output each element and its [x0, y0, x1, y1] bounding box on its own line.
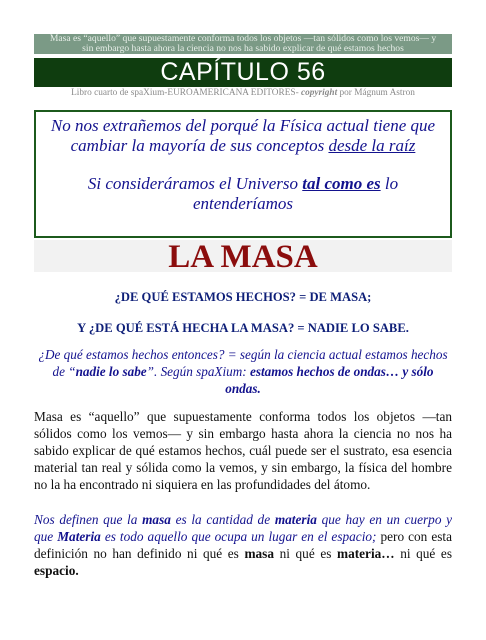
body2-s9: masa	[244, 546, 275, 561]
section-title: LA MASA	[34, 240, 452, 272]
body2-s10: ni qué es	[279, 546, 332, 561]
blue-paragraph	[34, 346, 452, 397]
quote-link-tal-como-es[interactable]: tal como es	[302, 174, 381, 193]
body-paragraph-1: Masa es “aquello” que supuestamente conforma todos los objetos —tan sólidos como los vemos— y sin embargo hasta ahora la ciencia no nos ha sabido explicar de qué estamos hechos, cuál puede ser el sustrato, esa esencia material tan real y sólida como la vemos, y sin embargo, la física del hombre no la ha encontrado ni siquiera en las profundidades del átomo.	[34, 409, 452, 492]
credit-copyright: copyright	[301, 88, 338, 98]
body2-s13: espacio.	[34, 563, 79, 578]
credit-prefix: Libro cuarto de spaXium-EUROAMERICANA EDITORES-	[71, 88, 299, 98]
chapter-title: CAPÍTULO 56	[34, 58, 452, 87]
quote-line-1b: que cambiar la mayoría de sus conceptos	[70, 116, 436, 155]
quote-line-2c: entenderíamos	[192, 194, 294, 213]
quote-paragraph-1	[42, 116, 444, 156]
quote-link-desde-la-raiz[interactable]: desde la raíz	[328, 136, 416, 155]
quote-line-2a: Si consideráramos el Universo	[87, 174, 298, 193]
body2-s3: es la cantidad de	[175, 512, 271, 527]
body2-s4: materia	[274, 512, 317, 527]
book-credit	[34, 87, 452, 99]
running-header-band	[34, 34, 452, 54]
running-header-line-2: sin embargo hasta ahora la ciencia no nos ha sabido explicar de qué estamos hechos	[82, 43, 404, 54]
blue-para-a: ¿De qué estamos hechos entonces? = según la ciencia actual estamos hechos de “	[38, 347, 448, 379]
quote-line-1a: No nos extrañemos del porqué la Física actual tiene	[50, 116, 407, 135]
quote-paragraph-2	[42, 174, 444, 214]
blue-para-d: estamos hechos de ondas… y sólo ondas.	[225, 364, 434, 396]
body2-s12: ni qué es	[400, 546, 452, 561]
body2-s11: materia…	[337, 546, 395, 561]
credit-suffix: por Mágnum Astron	[339, 88, 415, 98]
blue-para-c: ”. Según spaXium:	[146, 364, 247, 379]
body2-s7: es todo aquello que ocupa un lugar en el espacio;	[104, 529, 377, 544]
question-line-2: Y ¿DE QUÉ ESTÁ HECHA LA MASA? = NADIE LO SABE.	[77, 321, 409, 335]
quote-box	[34, 110, 452, 238]
running-header-line-1: Masa es “aquello” que supuestamente conforma todos los objetos —tan sólidos como los vemos— y	[49, 34, 437, 44]
blue-para-b: nadie lo sabe	[75, 364, 147, 379]
body2-s2: masa	[142, 512, 171, 527]
body2-s1: Nos definen que la	[34, 512, 138, 527]
body2-s6: Materia	[57, 529, 101, 544]
body2-s8: pero con esta definición no han definido ni qué es	[34, 529, 453, 561]
body2-s5: que hay en un cuerpo y que	[34, 512, 453, 544]
question-line-1: ¿DE QUÉ ESTAMOS HECHOS? = DE MASA;	[114, 290, 372, 304]
body-paragraph-2	[34, 511, 452, 579]
quote-line-2b: lo	[384, 174, 399, 193]
